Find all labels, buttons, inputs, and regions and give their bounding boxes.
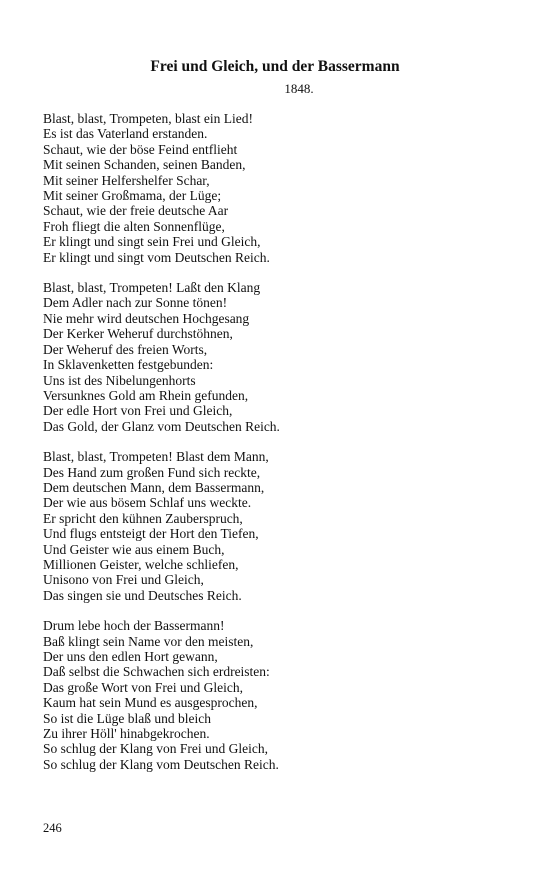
poem-title: Frei und Gleich, und der Bassermann bbox=[150, 58, 400, 75]
verse-line: Es ist das Vaterland erstanden. bbox=[43, 126, 208, 142]
verse-line: Des Hand zum großen Fund sich reckte, bbox=[43, 464, 261, 480]
verse-line: Blast, blast, Trompeten, blast ein Lied! bbox=[43, 111, 253, 126]
page-number: 246 bbox=[43, 821, 62, 835]
verse-line: Daß selbst die Schwachen sich erdreisten: bbox=[43, 664, 270, 680]
verse-line: Dem Adler nach zur Sonne tönen! bbox=[43, 295, 228, 311]
verse-line: Er klingt und singt sein Frei und Gleich, bbox=[43, 234, 261, 250]
stanza bbox=[43, 618, 503, 772]
verse-line: Der edle Hort von Frei und Gleich, bbox=[43, 403, 233, 419]
stanza bbox=[43, 449, 503, 603]
verse-line: Das singen sie und Deutsches Reich. bbox=[43, 587, 242, 603]
verse-line: Schaut, wie der böse Feind entflieht bbox=[43, 141, 238, 157]
verse-line: Schaut, wie der freie deutsche Aar bbox=[43, 203, 229, 219]
poem-body bbox=[43, 111, 503, 787]
verse-line: Zu ihrer Höll' hinabgekrochen. bbox=[43, 726, 210, 742]
verse-line: Und Geister wie aus einem Buch, bbox=[43, 541, 225, 557]
verse-line: Unisono von Frei und Gleich, bbox=[43, 572, 204, 588]
verse-line: Millionen Geister, welche schliefen, bbox=[43, 556, 239, 572]
verse-line: Der Weheruf des freien Worts, bbox=[43, 341, 208, 357]
verse-line: So schlug der Klang von Frei und Gleich, bbox=[43, 741, 268, 757]
verse-line: Er spricht den kühnen Zauberspruch, bbox=[43, 510, 243, 526]
verse-line: In Sklavenketten festgebunden: bbox=[43, 357, 214, 373]
verse-line: Blast, blast, Trompeten! Laßt den Klang bbox=[43, 280, 261, 296]
verse-line: Versunknes Gold am Rhein gefunden, bbox=[43, 387, 249, 403]
verse-line: Blast, blast, Trompeten! Blast dem Mann, bbox=[43, 449, 269, 465]
verse-line: So schlug der Klang vom Deutschen Reich. bbox=[43, 756, 279, 772]
verse-line: Froh fliegt die alten Sonnenflüge, bbox=[43, 218, 225, 234]
stanza bbox=[43, 280, 503, 434]
verse-line: Drum lebe hoch der Bassermann! bbox=[43, 618, 225, 634]
poem-year: 1848. bbox=[284, 81, 314, 96]
verse-line: Der Kerker Weheruf durchstöhnen, bbox=[43, 326, 233, 342]
verse-line: So ist die Lüge blaß und bleich bbox=[43, 710, 211, 726]
verse-line: Und flugs entsteigt der Hort den Tiefen, bbox=[43, 526, 259, 542]
verse-line: Dem deutschen Mann, dem Bassermann, bbox=[43, 479, 265, 495]
stanza bbox=[43, 111, 503, 265]
verse-line: Das Gold, der Glanz vom Deutschen Reich. bbox=[43, 418, 280, 434]
verse-line: Der uns den edlen Hort gewann, bbox=[43, 649, 218, 664]
verse-line: Mit seiner Großmama, der Lüge; bbox=[43, 188, 222, 204]
verse-line: Mit seiner Helfershelfer Schar, bbox=[43, 172, 210, 188]
verse-line: Der wie aus bösem Schlaf uns weckte. bbox=[43, 495, 252, 511]
verse-line: Kaum hat sein Mund es ausgesprochen, bbox=[43, 695, 258, 711]
verse-line: Nie mehr wird deutschen Hochgesang bbox=[43, 310, 250, 326]
verse-line: Baß klingt sein Name vor den meisten, bbox=[43, 633, 254, 649]
verse-line: Das große Wort von Frei und Gleich, bbox=[43, 679, 244, 695]
verse-line: Er klingt und singt vom Deutschen Reich. bbox=[43, 249, 270, 265]
verse-line: Uns ist des Nibelungenhorts bbox=[43, 372, 196, 388]
verse-line: Mit seinen Schanden, seinen Banden, bbox=[43, 157, 246, 173]
